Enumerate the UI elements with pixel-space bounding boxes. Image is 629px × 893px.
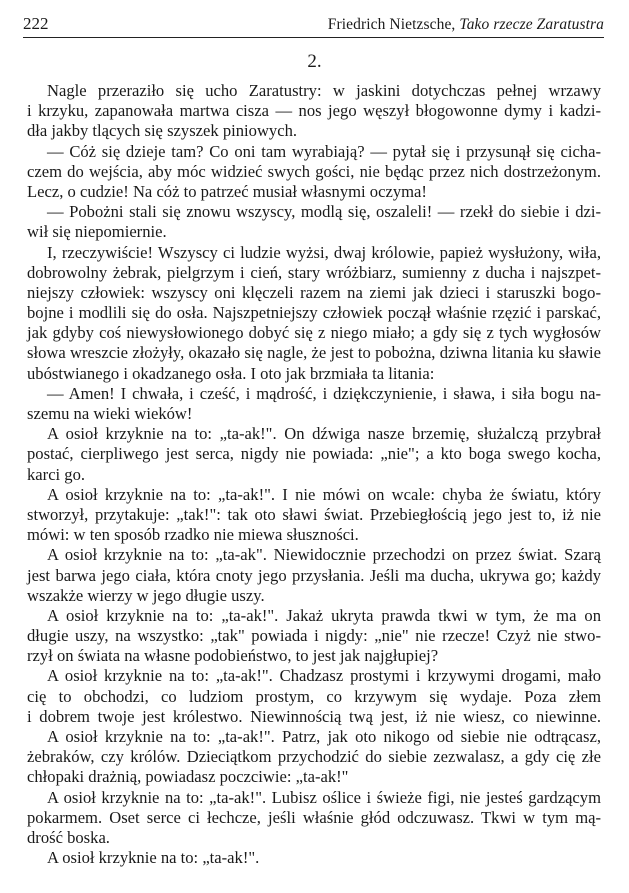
text-line: pokarmem. Oset serce ci łechcze, jeśli właśnie głód odczuwasz. Tkwi w tym mą- [27,807,601,827]
text-line: czem do wejścia, aby móc widzieć swych gości, nie będąc przez nich dostrzeżonym. [27,161,601,181]
text-line: wił się niepomiernie. [27,222,167,242]
text-line: — Pobożni stali się znowu wszyscy, modlą się, oszaleli! — rzekł do siebie i dzi- [47,202,601,222]
text-line: postać, cierpliwego jest serca, nigdy nie powiada: „nie"; a kto boga swego kocha, [27,444,601,464]
text-line: — Amen! I chwała, i cześć, i mądrość, i dziękczynienie, i sława, i siła bogu na- [47,383,601,403]
text-line: A osioł krzyknie na to: „ta-ak!". Chadzasz prostymi i krzywymi drogami, mało [47,666,601,686]
text-line: chłopaki drażnią, powiadasz poczciwie: „ta-ak!" [27,767,349,787]
page-number: 222 [23,14,49,33]
text-line: i krzyku, zapanowała martwa cisza — nos jego węszył błogowonne dymy i kadzi- [27,101,601,121]
text-line: — Cóż się dzieje tam? Co oni tam wyrabiają? — pytał się i przysunął się cicha- [47,141,601,161]
text-line: karci go. [27,464,86,484]
body-text [27,81,601,868]
text-line: dła jakby tlących się szyszek piniowych. [27,121,298,141]
running-header [23,13,604,38]
text-line: A osioł krzyknie na to: „ta-ak!". Jakaż ukryta prawda tkwi w tym, że ma on [47,605,601,625]
text-line: jest barwa jego ciała, która cnoty jego przysłania. Jeśli ma ducha, ukrywa go; każdy [27,565,601,585]
text-line: A osioł krzyknie na to: „ta-ak!". On dźwiga nasze brzemię, służalczą przybrał [47,424,601,444]
text-line: Nagle przeraziło się ucho Zaratustry: w jaskini dotychczas pełnej wrzawy [47,81,601,100]
text-line: dobrowolny żebrak, pielgrzym i cień, stary wróżbiarz, sumienny z ducha i najszpet- [27,262,601,282]
text-line: A osioł krzyknie na to: „ta-ak!". [47,848,260,868]
text-line: jak gdyby coś niewysłowionego dobyć się z niego miało; a gdy się z tych wygłosów [27,323,601,343]
text-line: cię to obchodzi, co ludziom prostym, co krzywym się wydaje. Poza złem [27,686,601,706]
text-line: ubóstwianego i okadzanego osła. I oto jak brzmiała ta litania: [27,363,435,383]
text-line: mówi: w ten sposób rzadko nie miewa słuszności. [27,525,359,545]
text-line: bojne i modlili się do osła. Najszpetniejszy człowiek począł właśnie rzęzić i parskać, [27,303,601,323]
text-line: rzył on świata na własne podobieństwo, to jest jak najgłupiej? [27,646,439,666]
book-title: Tako rzecze Zaratustra [459,16,604,33]
text-line: stworzył, przytakuje: „tak!": tak oto sławi świat. Przebiegłością jego jest to, iż nie [27,504,601,524]
text-line: żebraków, czy królów. Dzieciątkom przychodzić do siebie zezwalasz, a gdy cię złe [27,747,601,767]
text-line: drość boska. [27,827,110,847]
text-line: długie uszy, na wszystko: „tak" powiada i nigdy: „nie" nie rzecze! Czyż nie stwo- [27,626,601,646]
text-line: I, rzeczywiście! Wszyscy ci ludzie wyżsi, dwaj królowie, papież wysłużony, wiła, [47,242,601,262]
text-line: słowa wreszcie złożyły, okazało się nagle, że jest to pobożna, dziwna litania ku sławie [27,343,601,363]
text-line: i dobrem twoje jest królestwo. Niewinnością twą jest, iż nie wiesz, co niewinne. [27,706,601,726]
text-line: A osioł krzyknie na to: „ta-ak!". I nie mówi on wcale: chyba że światu, który [47,484,601,504]
running-title [328,16,604,34]
text-line: wszakże wierzy w jego długie uszy. [27,585,265,605]
text-line: Lecz, o cudzie! Na cóż to patrzeć musiał własnymi oczyma! [27,181,427,201]
text-line: niejszy człowiek: wszyscy oni klęczeli razem na ziemi jak dzieci i staruszki bogo- [27,282,601,302]
text-line: szemu na wieki wieków! [27,404,193,423]
author-name: Friedrich Nietzsche, [327,16,456,33]
section-number: 2. [307,51,322,72]
text-line: A osioł krzyknie na to: „ta-ak!". Lubisz oślice i świeże figi, nie jesteś gardzącym [47,787,601,807]
text-line: A osioł krzyknie na to: „ta-ak!". Patrz, jak oto nikogo od siebie nie odtrącasz, [47,727,601,746]
text-line: A osioł krzyknie na to: „ta-ak". Niewidocznie przechodzi on przez świat. Szarą [47,545,601,565]
